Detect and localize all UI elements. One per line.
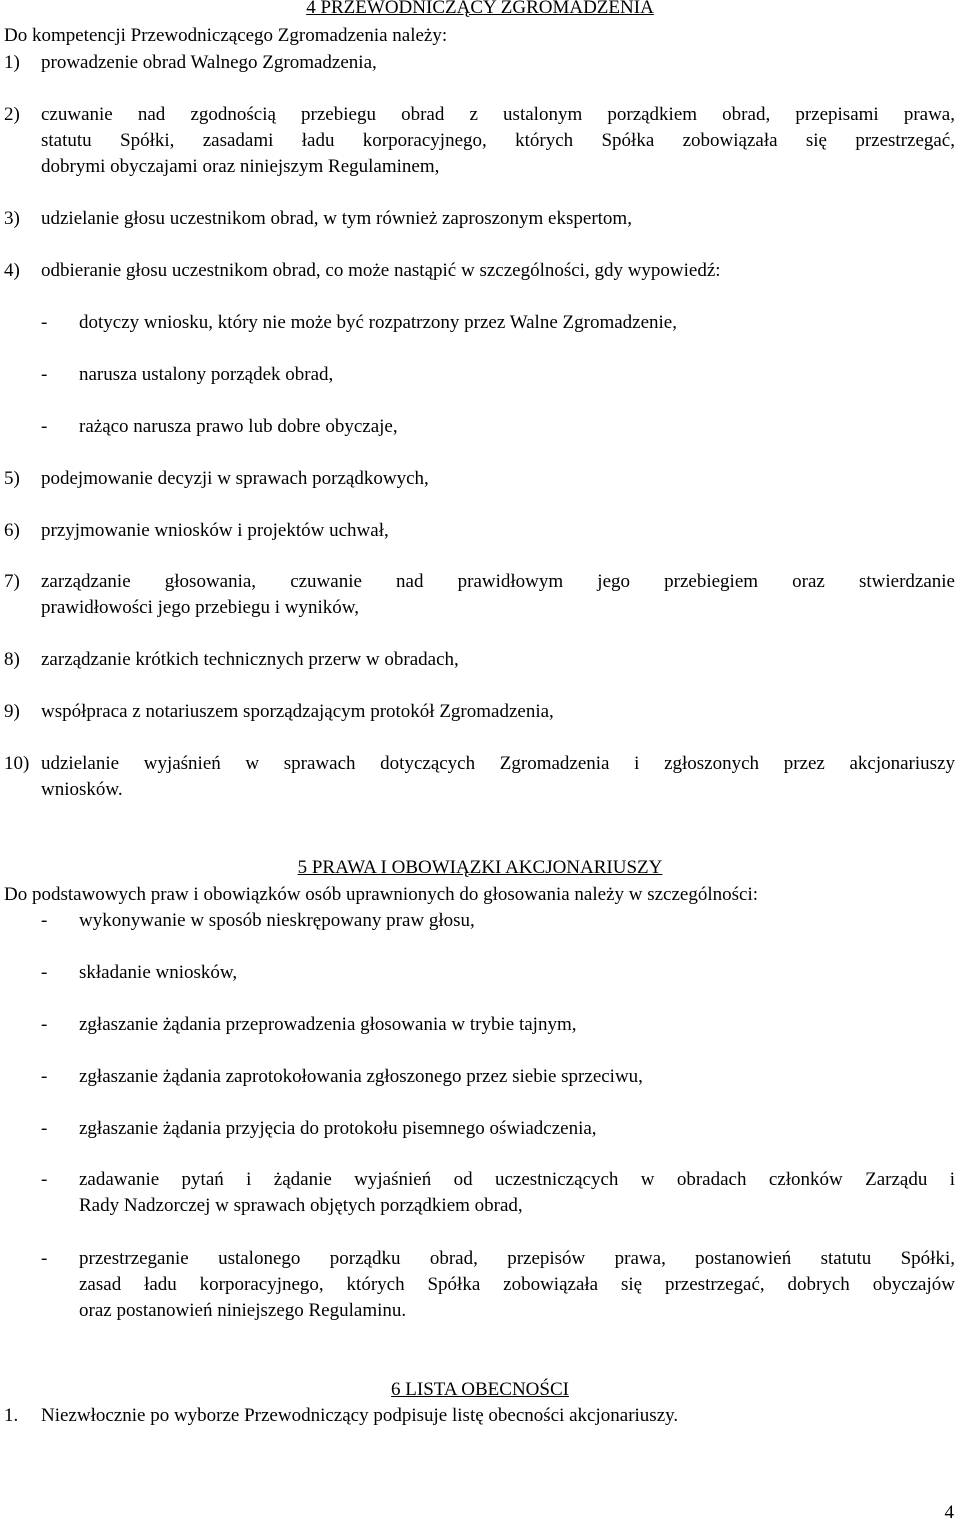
s5-item-6-line-1: zadawanie pytań i żądanie wyjaśnień od uczestniczących w obradach członków Zarządu i [79, 1169, 955, 1190]
s5-item-7-line-2: zasad ładu korporacyjnego, których Spółka zobowiązała się przestrzegać, dobrych obyczajów [79, 1274, 955, 1295]
s6-item-1-number: 1. [4, 1405, 19, 1426]
s5-item-5-text: zgłaszanie żądania przyjęcia do protokołu pisemnego oświadczenia, [79, 1118, 597, 1139]
s5-dash-1: - [41, 910, 48, 931]
item-5-text: podejmowanie decyzji w sprawach porządkowych, [41, 468, 429, 489]
s5-item-7-line-1: przestrzeganie ustalonego porządku obrad, przepisów prawa, postanowień statutu Spółki, [79, 1248, 955, 1269]
s5-dash-4: - [41, 1066, 48, 1087]
item-6-number: 6) [4, 520, 20, 541]
item-1-text: prowadzenie obrad Walnego Zgromadzenia, [41, 52, 377, 73]
item-1-number: 1) [4, 52, 20, 73]
section-5-heading: 5 PRAWA I OBOWIĄZKI AKCJONARIUSZY [297, 857, 663, 878]
item-4-number: 4) [4, 260, 20, 281]
item-10-number: 10) [4, 753, 30, 774]
dash-3: - [41, 416, 48, 437]
s5-dash-3: - [41, 1014, 48, 1035]
item-7-line-1: zarządzanie głosowania, czuwanie nad prawidłowym jego przebiegiem oraz stwierdzanie [41, 571, 955, 592]
subitem-2-text: narusza ustalony porządek obrad, [79, 364, 334, 385]
s5-dash-5: - [41, 1118, 48, 1139]
item-4-text: odbieranie głosu uczestnikom obrad, co może nastąpić w szczególności, gdy wypowiedź: [41, 260, 721, 281]
s5-dash-2: - [41, 962, 48, 983]
section-5-intro: Do podstawowych praw i obowiązków osób uprawnionych do głosowania należy w szczególności: [4, 884, 759, 905]
item-3-number: 3) [4, 208, 20, 229]
item-8-number: 8) [4, 649, 20, 670]
item-3-text: udzielanie głosu uczestnikom obrad, w tym również zaproszonym ekspertom, [41, 208, 632, 229]
item-9-text: współpraca z notariuszem sporządzającym protokół Zgromadzenia, [41, 701, 554, 722]
item-8-text: zarządzanie krótkich technicznych przerw w obradach, [41, 649, 459, 670]
s5-item-3-text: zgłaszanie żądania przeprowadzenia głosowania w trybie tajnym, [79, 1014, 577, 1035]
s6-item-1-text: Niezwłocznie po wyborze Przewodniczący podpisuje listę obecności akcjonariuszy. [41, 1405, 679, 1426]
item-2-line-2: statutu Spółki, zasadami ładu korporacyjnego, których Spółka zobowiązała się przestrzegać, [41, 130, 955, 151]
item-7-line-2: prawidłowości jego przebiegu i wyników, [41, 597, 359, 618]
item-10-line-1: udzielanie wyjaśnień w sprawach dotyczących Zgromadzenia i zgłoszonych przez akcjonariuszy [41, 753, 955, 774]
section-4-heading: 4 PRZEWODNICZĄCY ZGROMADZENIA [306, 0, 654, 18]
section-6-heading: 6 LISTA OBECNOŚCI [391, 1379, 569, 1400]
dash-2: - [41, 364, 48, 385]
item-10-line-2: wniosków. [41, 779, 123, 800]
s5-item-1-text: wykonywanie w sposób nieskrępowany praw głosu, [79, 910, 475, 931]
item-9-number: 9) [4, 701, 20, 722]
item-2-line-1: czuwanie nad zgodnością przebiegu obrad z ustalonym porządkiem obrad, przepisami prawa, [41, 104, 955, 125]
item-2-number: 2) [4, 104, 20, 125]
s5-item-4-text: zgłaszanie żądania zaprotokołowania zgłoszonego przez siebie sprzeciwu, [79, 1066, 643, 1087]
item-5-number: 5) [4, 468, 20, 489]
subitem-3-text: rażąco narusza prawo lub dobre obyczaje, [79, 416, 398, 437]
page-number: 4 [944, 1502, 954, 1523]
section-4-intro: Do kompetencji Przewodniczącego Zgromadzenia należy: [4, 25, 448, 46]
subitem-1-text: dotyczy wniosku, który nie może być rozpatrzony przez Walne Zgromadzenie, [79, 312, 677, 333]
item-6-text: przyjmowanie wniosków i projektów uchwał, [41, 520, 389, 541]
s5-dash-7: - [41, 1248, 48, 1269]
s5-item-6-line-2: Rady Nadzorczej w sprawach objętych porządkiem obrad, [79, 1195, 523, 1216]
dash-1: - [41, 312, 48, 333]
s5-item-7-line-3: oraz postanowień niniejszego Regulaminu. [79, 1300, 407, 1321]
s5-item-2-text: składanie wniosków, [79, 962, 238, 983]
item-7-number: 7) [4, 571, 20, 592]
s5-dash-6: - [41, 1169, 48, 1190]
item-2-line-3: dobrymi obyczajami oraz niniejszym Regulaminem, [41, 156, 440, 177]
